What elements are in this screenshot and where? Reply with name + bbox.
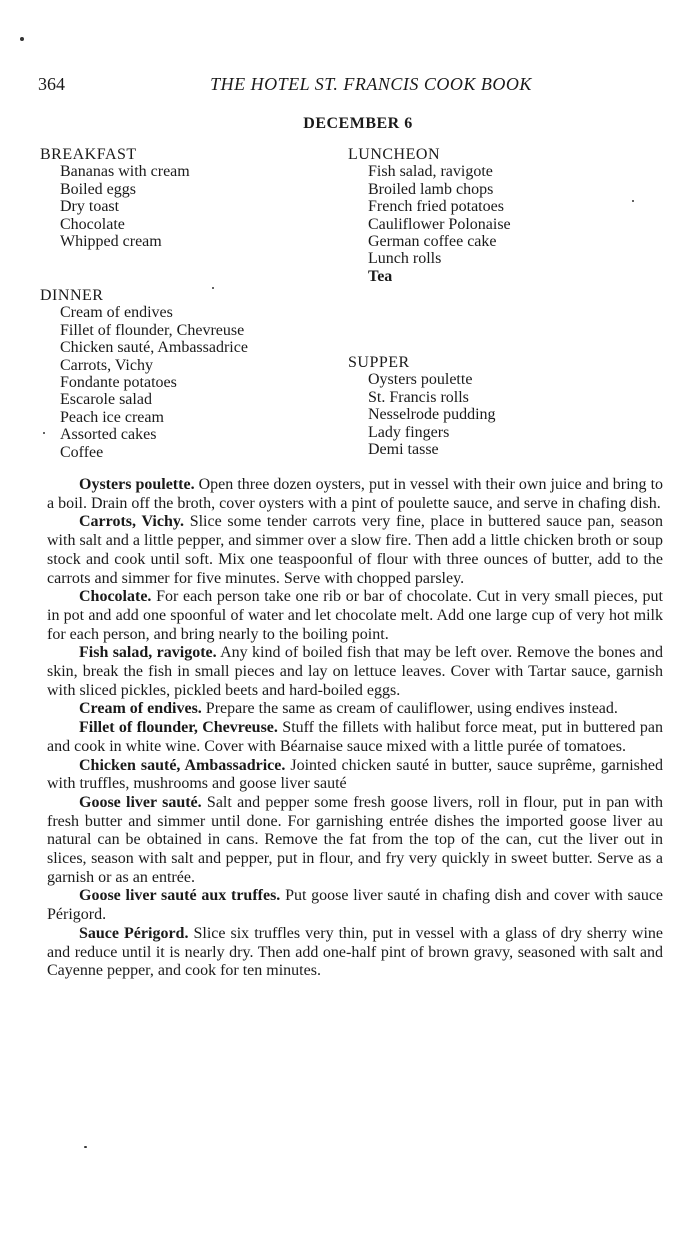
running-title: THE HOTEL ST. FRANCIS COOK BOOK	[210, 74, 532, 94]
menu-item: Dry toast	[60, 198, 120, 216]
menu-item: Fondante potatoes	[60, 374, 177, 392]
recipe-paragraph	[47, 476, 663, 513]
menu-heading: SUPPER	[348, 354, 410, 371]
recipe-paragraph	[47, 757, 663, 794]
page-number: 364	[38, 74, 65, 94]
recipe-text: Jointed chicken sauté in butter, sauce suprême, garnished with truffles, mushrooms and goose liver sauté	[47, 756, 664, 793]
recipe-paragraph	[47, 644, 663, 700]
recipe-paragraph	[47, 588, 663, 644]
recipe-text: Open three dozen oysters, put in vessel with their own juice and bring to a boil. Drain off the broth, cover oysters with a pint of poulette sauce, and serve in chafing dish.	[47, 476, 664, 512]
recipe-text: Salt and pepper some fresh goose livers, roll in flour, put in pan with fresh butter and simmer until done. For garnishing entrée dishes the imported goose liver au natural can be obtained in cans. Remove the fat from the top of the can, cut the liver out in slices, season with salt and pepper, put in flour, and fry very quickly in sweet butter. Serve as a garnish or as an entrée.	[47, 793, 664, 886]
recipe-title: Chicken sauté, Ambassadrice.	[79, 756, 286, 774]
menu-item: Lady fingers	[368, 423, 450, 441]
menu-item: Fish salad, ravigote	[368, 163, 493, 181]
recipe-text: Slice six truffles very thin, put in vessel with a glass of dry sherry wine and reduce until it is nearly dry. Then add one-half pint of brown gravy, seasoned with salt and Cayenne pepper, and cook for ten minutes.	[47, 924, 664, 980]
breakfast-menu	[40, 146, 190, 250]
menu-item: Peach ice cream	[60, 408, 164, 426]
print-speck	[632, 200, 634, 202]
menu-item: Whipped cream	[60, 233, 162, 251]
menu-item: Cauliflower Polonaise	[368, 215, 511, 233]
menu-item: Lunch rolls	[368, 250, 442, 268]
page-header	[38, 74, 668, 104]
recipe-title: Goose liver sauté.	[79, 793, 202, 811]
menu-item: Cream of endives	[60, 304, 173, 322]
menu-item: French fried potatoes	[368, 198, 504, 216]
menu-item: German coffee cake	[368, 233, 497, 251]
supper-menu	[348, 354, 496, 458]
recipe-text: For each person take one rib or bar of chocolate. Cut in very small pieces, put in pot and add one spoonful of water and let chocolate melt. Add one large cup of very hot milk for each person, and bring nearly to the boiling point.	[47, 588, 664, 643]
menu-item: Chocolate	[60, 215, 125, 233]
recipe-title: Carrots, Vichy.	[79, 513, 184, 531]
menu-item: St. Francis rolls	[368, 388, 469, 406]
recipe-text: Prepare the same as cream of cauliflower, using endives instead.	[205, 700, 618, 718]
menu-item: Assorted cakes	[60, 426, 157, 444]
menu-heading: BREAKFAST	[40, 146, 137, 163]
recipe-paragraph	[47, 887, 663, 924]
recipe-title: Sauce Périgord.	[79, 924, 189, 942]
menu-heading: DINNER	[40, 287, 104, 304]
recipe-title: Cream of endives.	[79, 700, 202, 718]
recipes-section	[47, 476, 663, 981]
recipe-title: Fish salad, ravigote.	[79, 644, 217, 662]
menu-item: Boiled eggs	[60, 180, 136, 198]
menu-item: Carrots, Vichy	[60, 356, 153, 374]
menu-item: Nesselrode pudding	[368, 406, 496, 424]
recipe-text: Slice some tender carrots very fine, place in buttered sauce pan, season with salt and a little pepper, and simmer over a slow fire. Then add a little chicken broth or soup stock and cook until soft. Mix one teaspoonful of flour with three ounces of butter, add to the carrots and simmer for five minutes. Serve with chopped parsley.	[47, 513, 664, 587]
luncheon-menu	[348, 146, 511, 285]
dinner-menu	[40, 287, 248, 461]
recipe-title: Oysters poulette.	[79, 476, 195, 493]
recipe-text: Stuff the fillets with halibut force meat, put in buttered pan and cook in white wine. Cover with Béarnaise sauce mixed with a little purée of tomatoes.	[47, 719, 664, 755]
recipe-paragraph	[47, 700, 663, 719]
recipe-text: Put goose liver sauté in chafing dish and cover with sauce Périgord.	[47, 887, 664, 924]
menu-item: Escarole salad	[60, 391, 152, 409]
print-speck	[20, 37, 24, 41]
menu-item: Chicken sauté, Ambassadrice	[60, 339, 248, 357]
menu-item: Demi tasse	[368, 441, 439, 459]
menu-item: Coffee	[60, 443, 104, 461]
print-speck	[84, 1146, 87, 1148]
recipe-paragraph	[47, 794, 663, 888]
menu-item: Oysters poulette	[368, 371, 473, 389]
menu-item: Fillet of flounder, Chevreuse	[60, 321, 245, 339]
menu-item: Broiled lamb chops	[368, 180, 494, 198]
menu-item: Bananas with cream	[60, 163, 190, 181]
menu-item: Tea	[368, 267, 393, 285]
recipe-title: Chocolate.	[79, 588, 152, 606]
recipe-paragraph	[47, 719, 663, 756]
recipe-title: Fillet of flounder, Chevreuse.	[79, 719, 278, 737]
recipe-text: Any kind of boiled fish that may be left over. Remove the bones and skin, break the fish in small pieces and lay on lettuce leaves. Cover with Tartar sauce, garnish with sliced pickles, pickled beets and hard-boiled eggs.	[47, 644, 663, 699]
date-heading: DECEMBER 6	[303, 115, 413, 132]
menu-heading: LUNCHEON	[348, 146, 440, 163]
recipe-paragraph	[47, 925, 663, 981]
recipe-paragraph	[47, 513, 663, 588]
recipe-title: Goose liver sauté aux truffes.	[79, 887, 281, 905]
